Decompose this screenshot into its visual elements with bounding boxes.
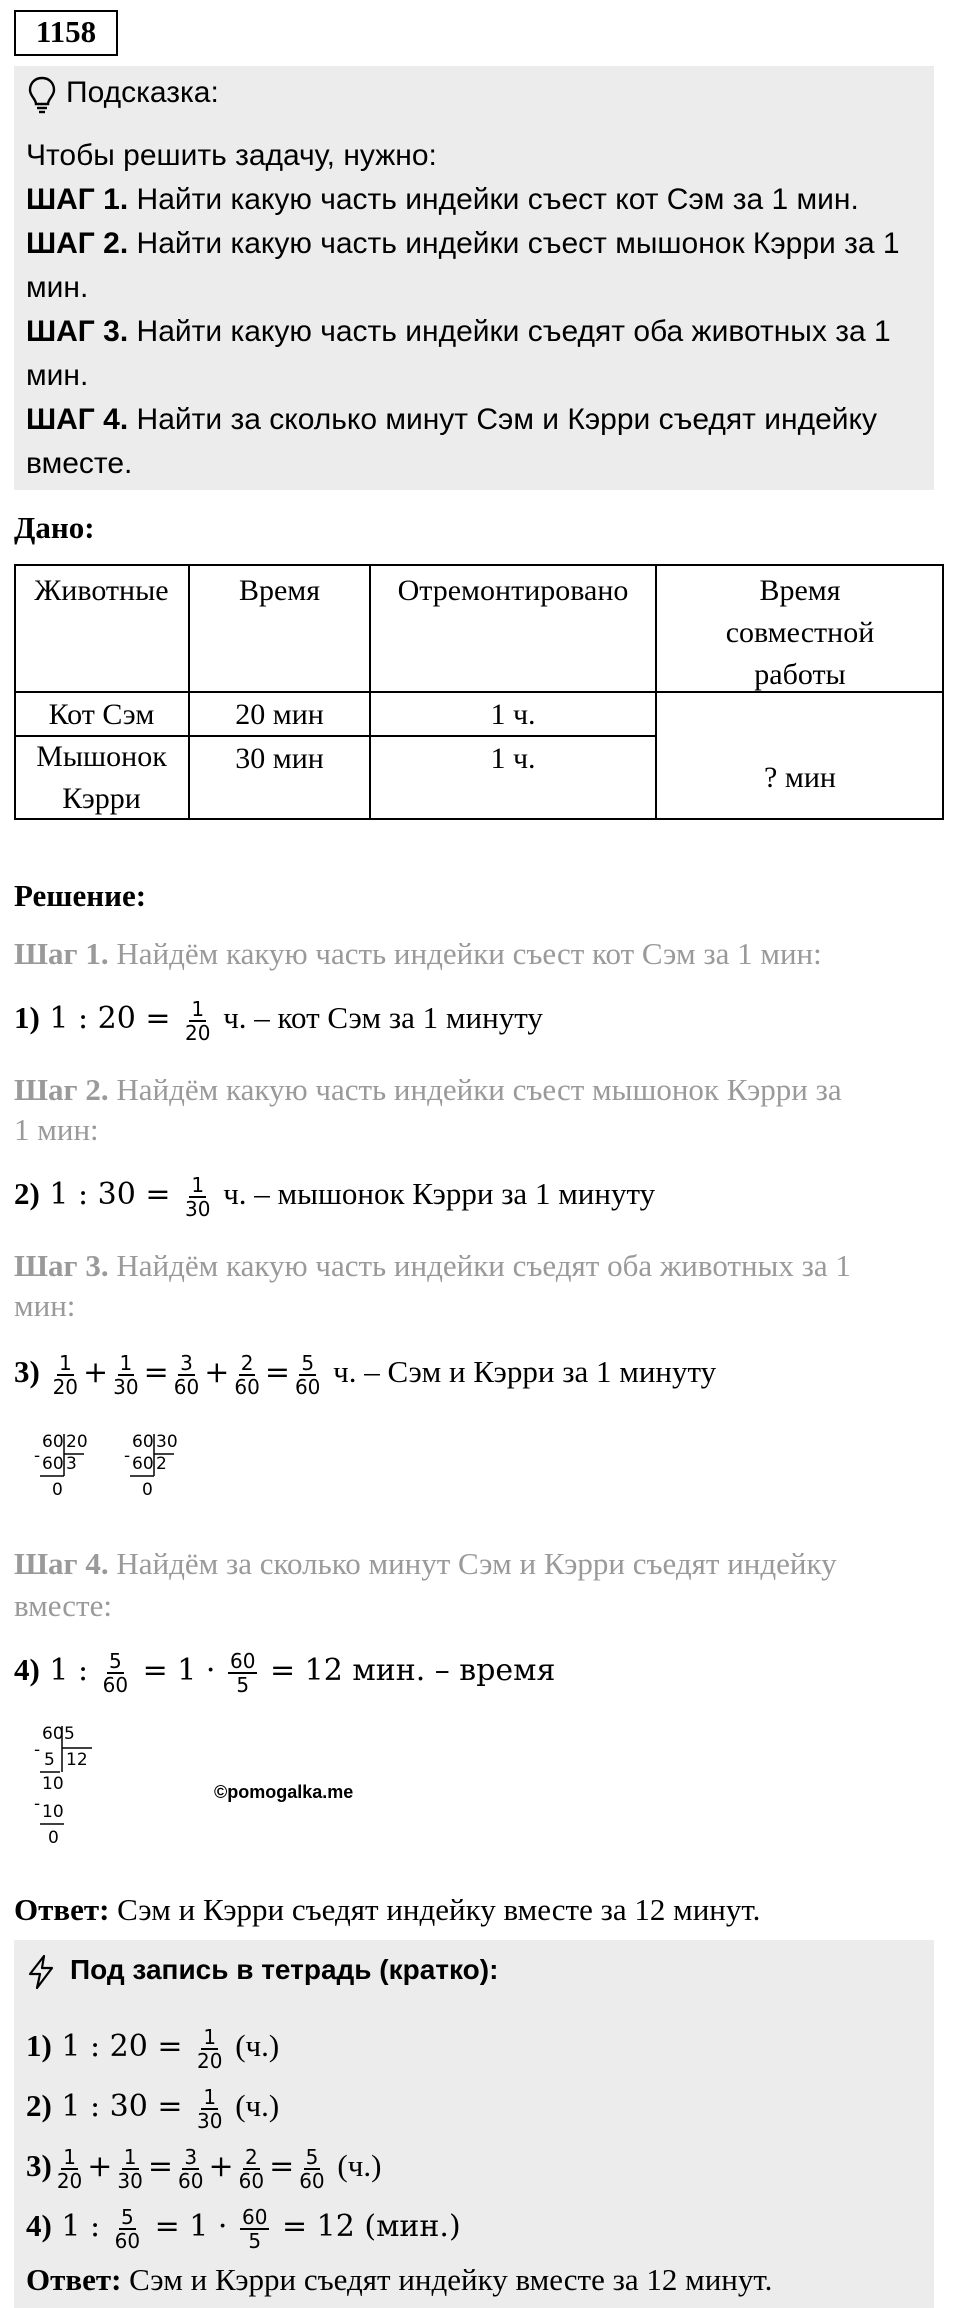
equation-4: 4) 1 : $\frac{5}{60}$ = 1 · $\frac{60}{5}$ = 12 мин. – время <box>14 1648 556 1697</box>
equation-3: 3) $\frac{1}{20}$ + $\frac{1}{30}$ = $\frac{3}{60}$ + $\frac{2}{60}$ = $\frac{5}{60}$ ч. – Сэм и Кэрри за 1 минуту <box>14 1350 717 1399</box>
table-cell: 1 ч. <box>490 698 536 731</box>
hint-title: Подсказка: <box>66 76 219 109</box>
step-heading-cont: 1 мин: <box>14 1112 99 1147</box>
hint-step: ШАГ 1. Найти какую часть индейки съест кот Сэм за 1 мин. <box>26 183 859 216</box>
table-header: Отремонтировано <box>397 574 629 607</box>
table-cell: Мышонок Кэрри <box>36 740 167 815</box>
table-cell-joint: ? мин <box>764 761 836 794</box>
answer: Ответ: Сэм и Кэрри съедят индейку вместе за 12 минут. <box>14 1892 761 1927</box>
table-cell: 30 мин <box>235 742 324 775</box>
short-line-4: 4) 1 : $\frac{5}{60}$ = 1 · $\frac{60}{5}$ = 12 (мин.) <box>26 2204 461 2253</box>
step-heading: Шаг 1. Найдём какую часть индейки съест кот Сэм за 1 мин: <box>14 936 822 971</box>
step-heading: Шаг 2. Найдём какую часть индейки съест мышонок Кэрри за <box>14 1072 842 1107</box>
hint-intro: Чтобы решить задачу, нужно: <box>26 139 437 172</box>
short-line-1: 1) 1 : 20 = $\frac{1}{20}$ (ч.) <box>26 2024 280 2073</box>
long-division: 60 20 - 60 3 0 <box>34 1432 88 1500</box>
short-line-3: 3) $\frac{1}{20}$ + $\frac{1}{30}$ = $\frac{3}{60}$ + $\frac{2}{60}$ = $\frac{5}{60}$ (ч.) <box>26 2144 382 2193</box>
equation-2: 2) 1 : 30 = $\frac{1}{30}$ ч. – мышонок Кэрри за 1 минуту <box>14 1172 656 1221</box>
hint-box <box>14 66 934 490</box>
given-table <box>14 564 944 820</box>
step-heading: Шаг 3. Найдём какую часть индейки съедят оба животных за 1 <box>14 1248 851 1283</box>
step-heading-cont: вместе: <box>14 1588 112 1623</box>
problem-number: 1158 <box>14 10 118 56</box>
lightbulb-icon <box>28 76 56 114</box>
given-title: Дано: <box>14 510 95 545</box>
short-title: Под запись в тетрадь (кратко): <box>70 1954 499 1985</box>
table-cell: 1 ч. <box>490 742 536 775</box>
table-header: Время совместной работы <box>725 574 875 691</box>
short-notes-box <box>14 1940 934 2308</box>
hint-step: ШАГ 2. Найти какую часть индейки съест мышонок Кэрри за 1 <box>26 227 900 260</box>
hint-step-cont: вместе. <box>26 447 133 480</box>
long-division: 60 30 - 60 2 0 <box>124 1432 178 1500</box>
hint-step-cont: мин. <box>26 271 89 304</box>
equation-1: 1) 1 : 20 = $\frac{1}{20}$ ч. – кот Сэм за 1 минуту <box>14 996 543 1045</box>
hint-step: ШАГ 4. Найти за сколько минут Сэм и Кэрри съедят индейку <box>26 403 877 436</box>
watermark: ©pomogalka.me <box>214 1782 354 1802</box>
long-division: 60 5 - 5 12 10 - 10 0 <box>34 1724 88 1848</box>
table-cell: Кот Сэм <box>48 698 155 731</box>
step-heading-cont: мин: <box>14 1288 76 1323</box>
hint-step-cont: мин. <box>26 359 89 392</box>
lightning-icon <box>26 1954 56 1990</box>
short-line-2: 2) 1 : 30 = $\frac{1}{30}$ (ч.) <box>26 2084 280 2133</box>
step-heading: Шаг 4. Найдём за сколько минут Сэм и Кэрри съедят индейку <box>14 1546 837 1581</box>
short-answer: Ответ: Сэм и Кэрри съедят индейку вместе за 12 минут. <box>26 2262 773 2297</box>
table-cell: 20 мин <box>235 698 324 731</box>
table-header: Время <box>238 574 321 607</box>
solution-title: Решение: <box>14 878 147 913</box>
hint-step: ШАГ 3. Найти какую часть индейки съедят оба животных за 1 <box>26 315 891 348</box>
table-header: Животные <box>34 574 169 607</box>
